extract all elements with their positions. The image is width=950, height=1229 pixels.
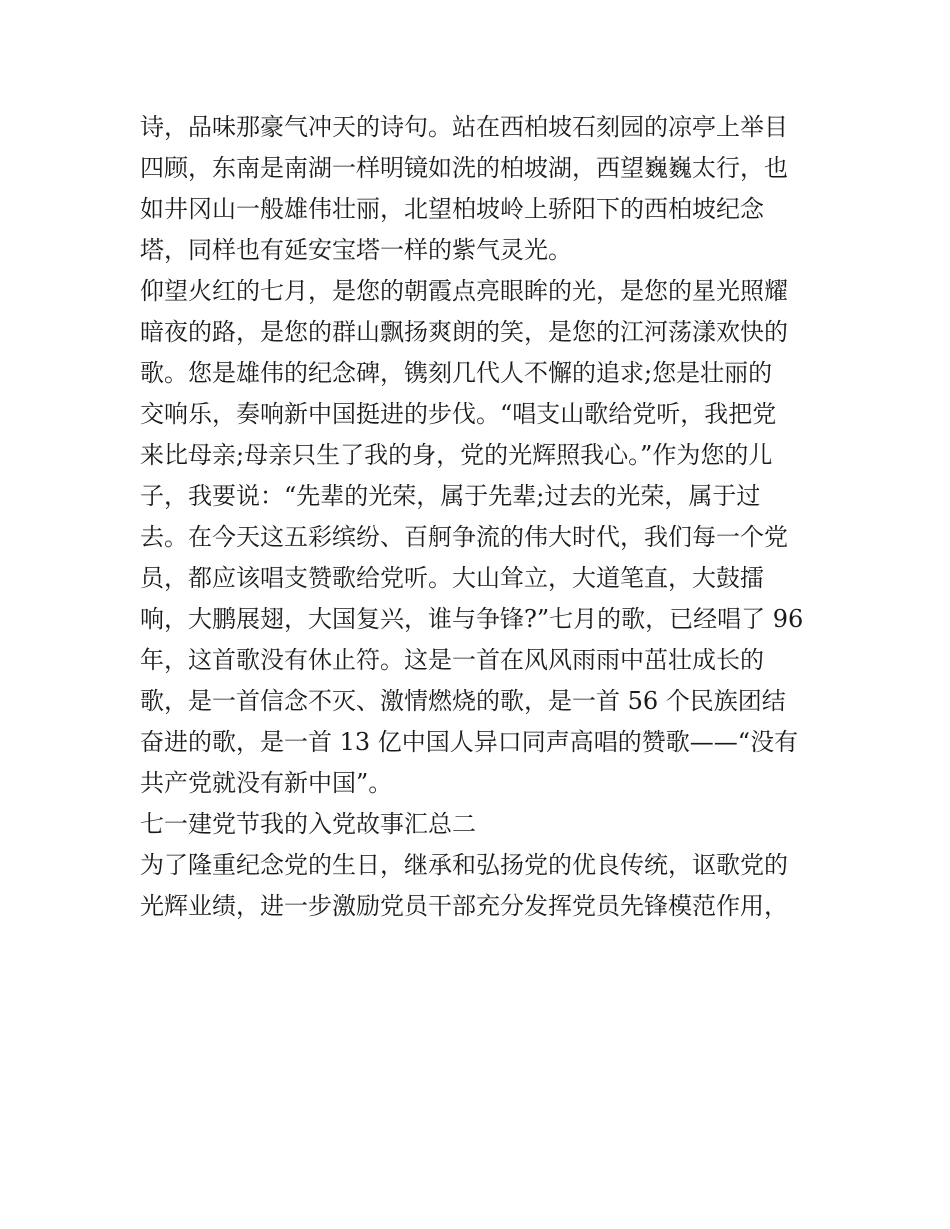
text-line: 歌，是一首信念不灭、激情燃烧的歌，是一首 56 个民族团结: [140, 687, 786, 715]
text-line: 诗，品味那豪气冲天的诗句。站在西柏坡石刻园的凉亭上举目: [140, 113, 788, 141]
text-line: 四顾，东南是南湖一样明镜如洗的柏坡湖，西望巍巍太行，也: [140, 154, 788, 182]
text-line: 员，都应该唱支赞歌给党听。大山耸立，大道笔直，大鼓擂: [140, 564, 764, 592]
text-line: 塔，同样也有延安宝塔一样的紫气灵光。: [140, 236, 572, 264]
text-line: 奋进的歌，是一首 13 亿中国人异口同声高唱的赞歌——“没有: [140, 728, 799, 756]
paragraph-1: [140, 107, 820, 271]
text-line: 去。在今天这五彩缤纷、百舸争流的伟大时代，我们每一个党: [140, 523, 788, 551]
text-line: 响，大鹏展翅，大国复兴，谁与争锋?”七月的歌，已经唱了 96: [140, 605, 804, 633]
text-line: 为了隆重纪念党的生日，继承和弘扬党的优良传统，讴歌党的: [140, 851, 788, 879]
document-body: [140, 107, 820, 927]
text-line: 年，这首歌没有休止符。这是一首在风风雨雨中茁壮成长的: [140, 646, 764, 674]
text-line: 子，我要说：“先辈的光荣，属于先辈;过去的光荣，属于过: [140, 482, 761, 510]
text-line: 光辉业绩，进一步激励党员干部充分发挥党员先锋模范作用，: [140, 892, 788, 920]
paragraph-3: [140, 845, 820, 927]
text-line: 来比母亲;母亲只生了我的身，党的光辉照我心。”作为您的儿: [140, 441, 773, 469]
text-line: 共产党就没有新中国”。: [140, 769, 393, 797]
text-line: 交响乐，奏响新中国挺进的步伐。“唱支山歌给党听，我把党: [140, 400, 777, 428]
text-line: 歌。您是雄伟的纪念碑，镌刻几代人不懈的追求;您是壮丽的: [140, 359, 773, 387]
heading-line: 七一建党节我的入党故事汇总二: [140, 810, 476, 838]
text-line: 仰望火红的七月，是您的朝霞点亮眼眸的光，是您的星光照耀: [140, 277, 788, 305]
text-line: 如井冈山一般雄伟壮丽，北望柏坡岭上骄阳下的西柏坡纪念: [140, 195, 764, 223]
paragraph-2: [140, 271, 820, 804]
section-heading: [140, 804, 820, 845]
text-line: 暗夜的路，是您的群山飘扬爽朗的笑，是您的江河荡漾欢快的: [140, 318, 788, 346]
